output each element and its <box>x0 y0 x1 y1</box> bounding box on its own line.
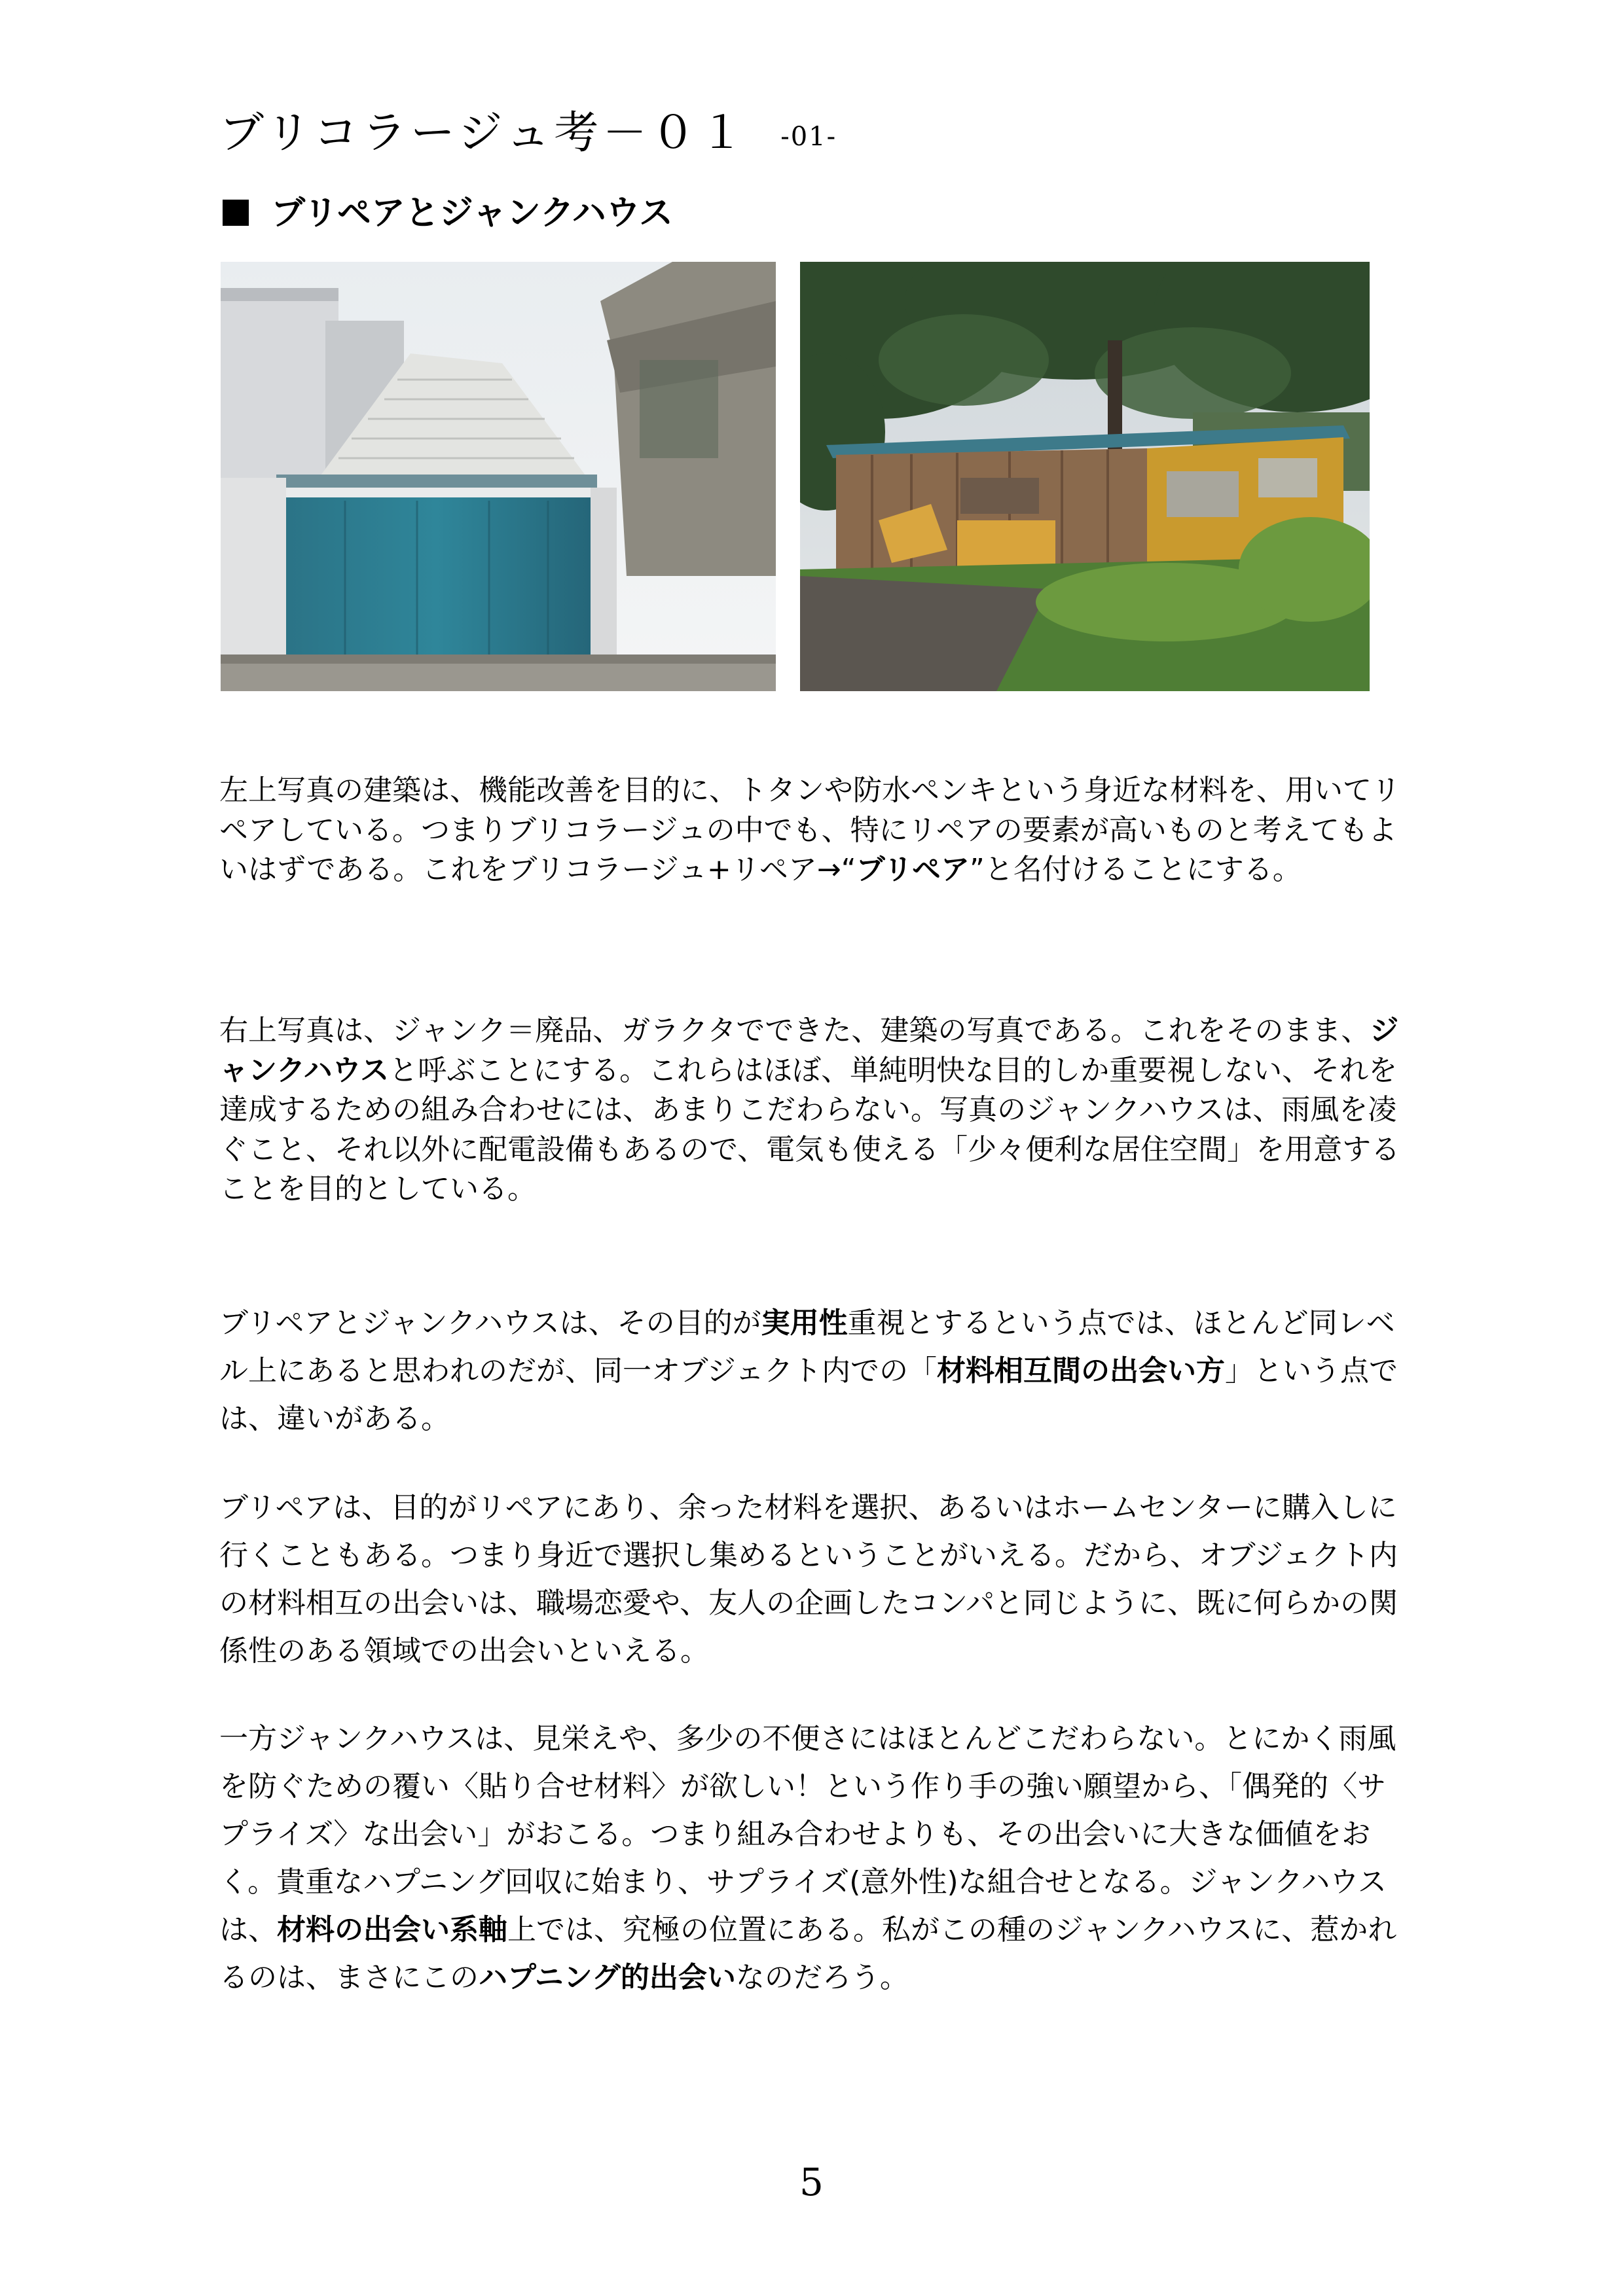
term-practicality: 実用性 <box>761 1306 848 1340</box>
photo-repaired-building-image <box>221 262 776 691</box>
paragraph-5-text <box>219 1715 1404 2001</box>
paragraph-2-segment: 右上写真は、ジャンク＝廃品、ガラクタでできた、建築の写真である。これをそのまま、 <box>219 1014 1370 1047</box>
paragraph-4-text: ブリペアは、目的がリペアにあり、余った材料を選択、あるいはホームセンターに購入しに行くこともある。つまり身近で選択し集めるということがいえる。だから、オブジェクト内の材料相互の出会いは、職場恋愛や、友人の企画したコンパと同じように、既に何らかの関係性のある領域での出会いといえる。 <box>219 1491 1398 1668</box>
term-buripea: ブリペア <box>856 853 970 886</box>
paragraph-2 <box>219 1011 1404 1210</box>
paragraph-5-segment: 一方ジャンクハウスは、見栄えや、多少の不便さにはほとんどこだわらない。とにかく雨風を防ぐための覆い〈貼り合せ材料〉が欲しい！という作り手の強い願望から、「偶発的〈サプライズ〉な出会い」がおこる。つまり組み合わせよりも、その出会いに大きな価値をおく。貴重なハプニング回収に始まり、サプライズ(意外性)な組合せとなる。ジャンクハウスは、 <box>219 1722 1396 1946</box>
section-heading-text: ブリペアとジャンクハウス <box>271 194 674 233</box>
paragraph-5 <box>219 1715 1404 2001</box>
paragraph-3-segment: ブリペアとジャンクハウスは、その目的が <box>219 1306 761 1340</box>
term-encounter-axis: 材料の出会い系軸 <box>277 1913 507 1946</box>
paragraph-3 <box>219 1299 1404 1443</box>
page-number: 5 <box>799 2160 824 2204</box>
paragraph-5-segment: なのだろう。 <box>735 1961 909 1994</box>
paragraph-4 <box>219 1484 1404 1675</box>
paragraph-2-text <box>219 1011 1404 1210</box>
paragraph-1 <box>219 771 1404 890</box>
paragraph-3-segment: 重視とするという点では、ほとんど同レベル上にあると思われのだが、同一オブジェクト内での「 <box>219 1306 1395 1388</box>
paragraph-1-segment: ”と名付けることにする。 <box>969 853 1302 886</box>
section-heading <box>223 194 674 233</box>
paragraph-1-text <box>219 771 1404 890</box>
paragraph-5-segment: 上では、究極の位置にある。私がこの種のジャンクハウスに、惹かれるのは、まさにこの <box>219 1913 1397 1994</box>
paragraph-2-segment: と呼ぶことにする。これらはほぼ、単純明快な目的しか重要視しない、それを達成するための組み合わせには、あまりこだわらない。写真のジャンクハウスは、雨風を凌ぐこと、それ以外に配電設備もあるので、電気も使える「少々便利な居住空間」を用意することを目的としている。 <box>219 1053 1400 1206</box>
paragraph-3-segment: 」という点では、違いがある。 <box>219 1354 1398 1435</box>
term-material-encounter: 材料相互間の出会い方 <box>937 1354 1226 1388</box>
term-happening-encounter: ハプニング的出会い <box>479 1961 736 1994</box>
page-marker: -01- <box>780 122 837 152</box>
paragraph-3-text <box>219 1299 1404 1443</box>
title-text: ブリコラージュ考－０１ <box>219 107 748 159</box>
photo-repaired-building <box>221 262 776 691</box>
square-bullet-icon <box>223 200 249 226</box>
paragraph-1-segment: 左上写真の建築は、機能改善を目的に、トタンや防水ペンキという身近な材料を、用いてリペアしている。つまりブリコラージュの中でも、特にリペアの要素が高いものと考えてもよいはずである。これをブリコラージュ+リペア→“ <box>219 774 1400 886</box>
photo-junk-house-image <box>800 262 1370 691</box>
photo-junk-house <box>800 262 1370 691</box>
term-junk-house: ジャンクハウス <box>219 1014 1399 1087</box>
page-title <box>219 107 837 159</box>
